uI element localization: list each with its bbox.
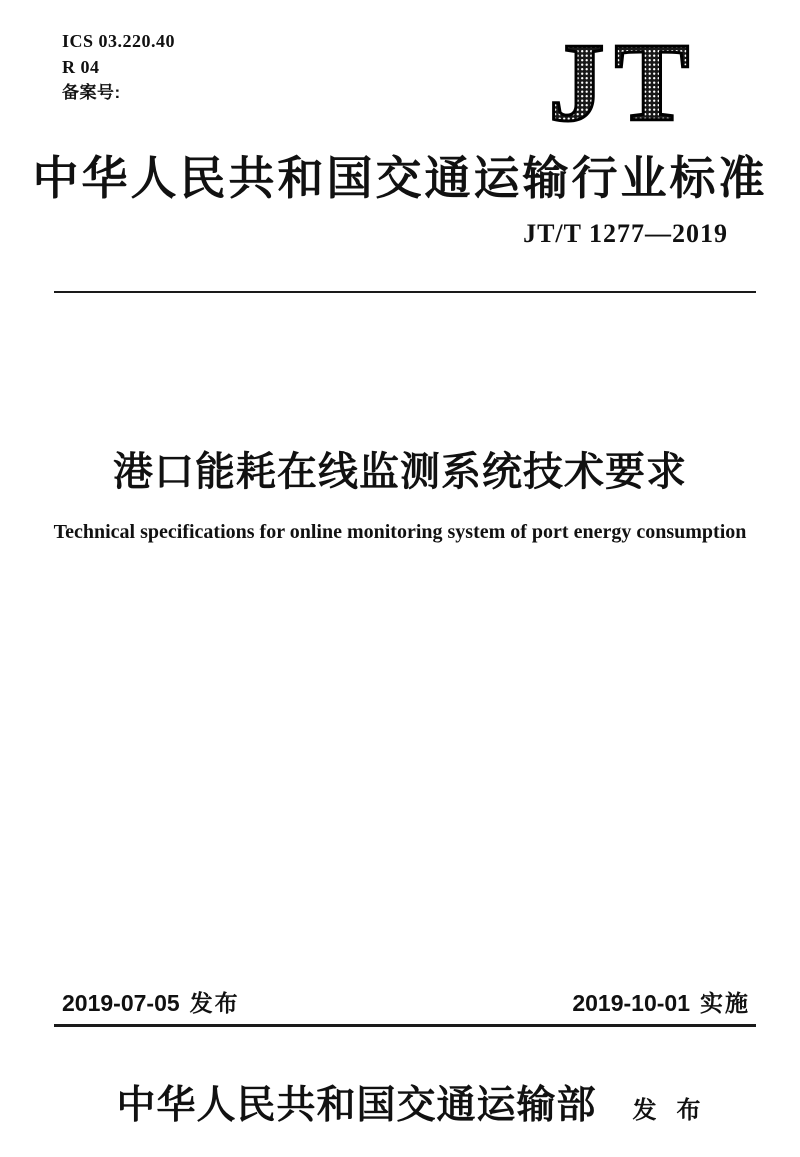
issue-date — [62, 985, 240, 1018]
classification-code: R 04 — [62, 57, 100, 77]
issue-date-value: 2019-07-05 — [62, 990, 180, 1016]
publish-label: 发 布 — [632, 1098, 708, 1124]
implementation-date-label: 实施 — [700, 990, 750, 1016]
document-title-zh: 港口能耗在线监测系统技术要求 — [113, 450, 687, 494]
issue-date-label: 发布 — [189, 990, 240, 1016]
dates-row — [62, 985, 750, 1018]
jt-logo-letters: JT — [548, 21, 700, 145]
jt-logo — [544, 21, 704, 145]
standard-number: JT/T 1277—2019 — [523, 219, 728, 248]
publisher-name: 中华人民共和国交通运输部 — [116, 1084, 597, 1127]
publisher-row — [12, 1074, 800, 1130]
header-divider-line — [54, 291, 756, 293]
record-number-label: 备案号: — [62, 83, 121, 102]
meta-block — [62, 28, 175, 106]
document-title-en: Technical specifications for online monitoring system of port energy consumption — [53, 521, 747, 543]
implementation-date-value: 2019-10-01 — [572, 990, 690, 1016]
footer-divider-line — [54, 1024, 756, 1027]
ics-code: ICS 03.220.40 — [62, 31, 176, 51]
implementation-date — [572, 985, 750, 1018]
standard-category-heading: 中华人民共和国交通运输行业标准 — [32, 153, 768, 204]
